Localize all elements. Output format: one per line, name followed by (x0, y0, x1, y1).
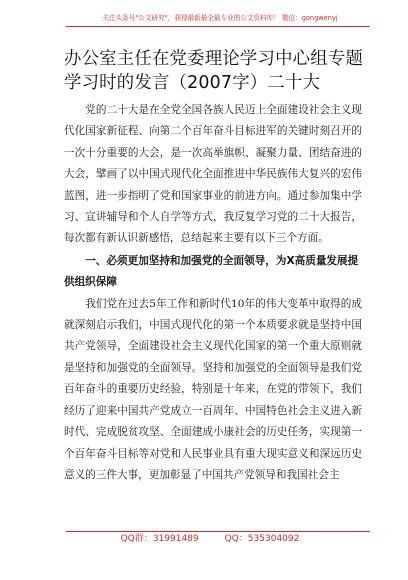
qq-group-label: QQ群：31991489 (120, 534, 199, 544)
qq-contact-label: QQ：535304092 (224, 534, 300, 544)
footer-contact (60, 533, 360, 545)
section-heading: 一、必须更加坚持和加强党的全面领导，为X高质量发展提供组织保障 (64, 254, 359, 289)
intro-paragraph: 党的二十大是在全党全国各族人民迈上全面建设社会主义现代化国家新征程、向第二个百年奋斗目标进军的关键时刻召开的一次十分重要的大会，是一次高举旗帜、凝聚力量、团结奋进的大会，擘画了以中国式现代化全面推进中华民族伟大复兴的宏伟蓝图，进一步指明了党和国家事业的前进方向。通过参加集中学习、宣讲辅导和个人自学等方式，我反复学习党的二十大报告，每次都有新认识新感悟，总结起来主要有以下三个方面。 (64, 104, 362, 245)
document-body (64, 100, 362, 486)
section-paragraph: 我们党在过去5年工作和新时代10年的伟大变革中取得的成就深刻启示我们，中国式现代化的第一个本质要求就是坚持中国共产党领导，全面建设社会主义现代化国家的第一个重大原则就是坚持和加强党的全面领导。坚持和加强党的全面领导是我们党百年奋斗的重要历史经验，特别是十年来，在党的带领下，我们经历了迎来中国共产党成立一百周年、中国特色社会主义进入新时代、完成脱贫攻坚、全面建成小康社会的历史任务，实现第一个百年奋斗目标等对党和人民事业具有重大现实意义和深远历史意义的三件大事，更加彰显了中国共产党领导和我国社会主 (64, 297, 362, 481)
document-title: 办公室主任在党委理论学习中心组专题学习时的发言（2007字）二十大 (64, 49, 364, 93)
footer-divider (66, 531, 370, 532)
header-banner: 关注头条号"公文研究"，获得最新最全最专业的公文资料库！ 微信：gongwenyj (102, 14, 338, 22)
header-divider (66, 26, 370, 27)
